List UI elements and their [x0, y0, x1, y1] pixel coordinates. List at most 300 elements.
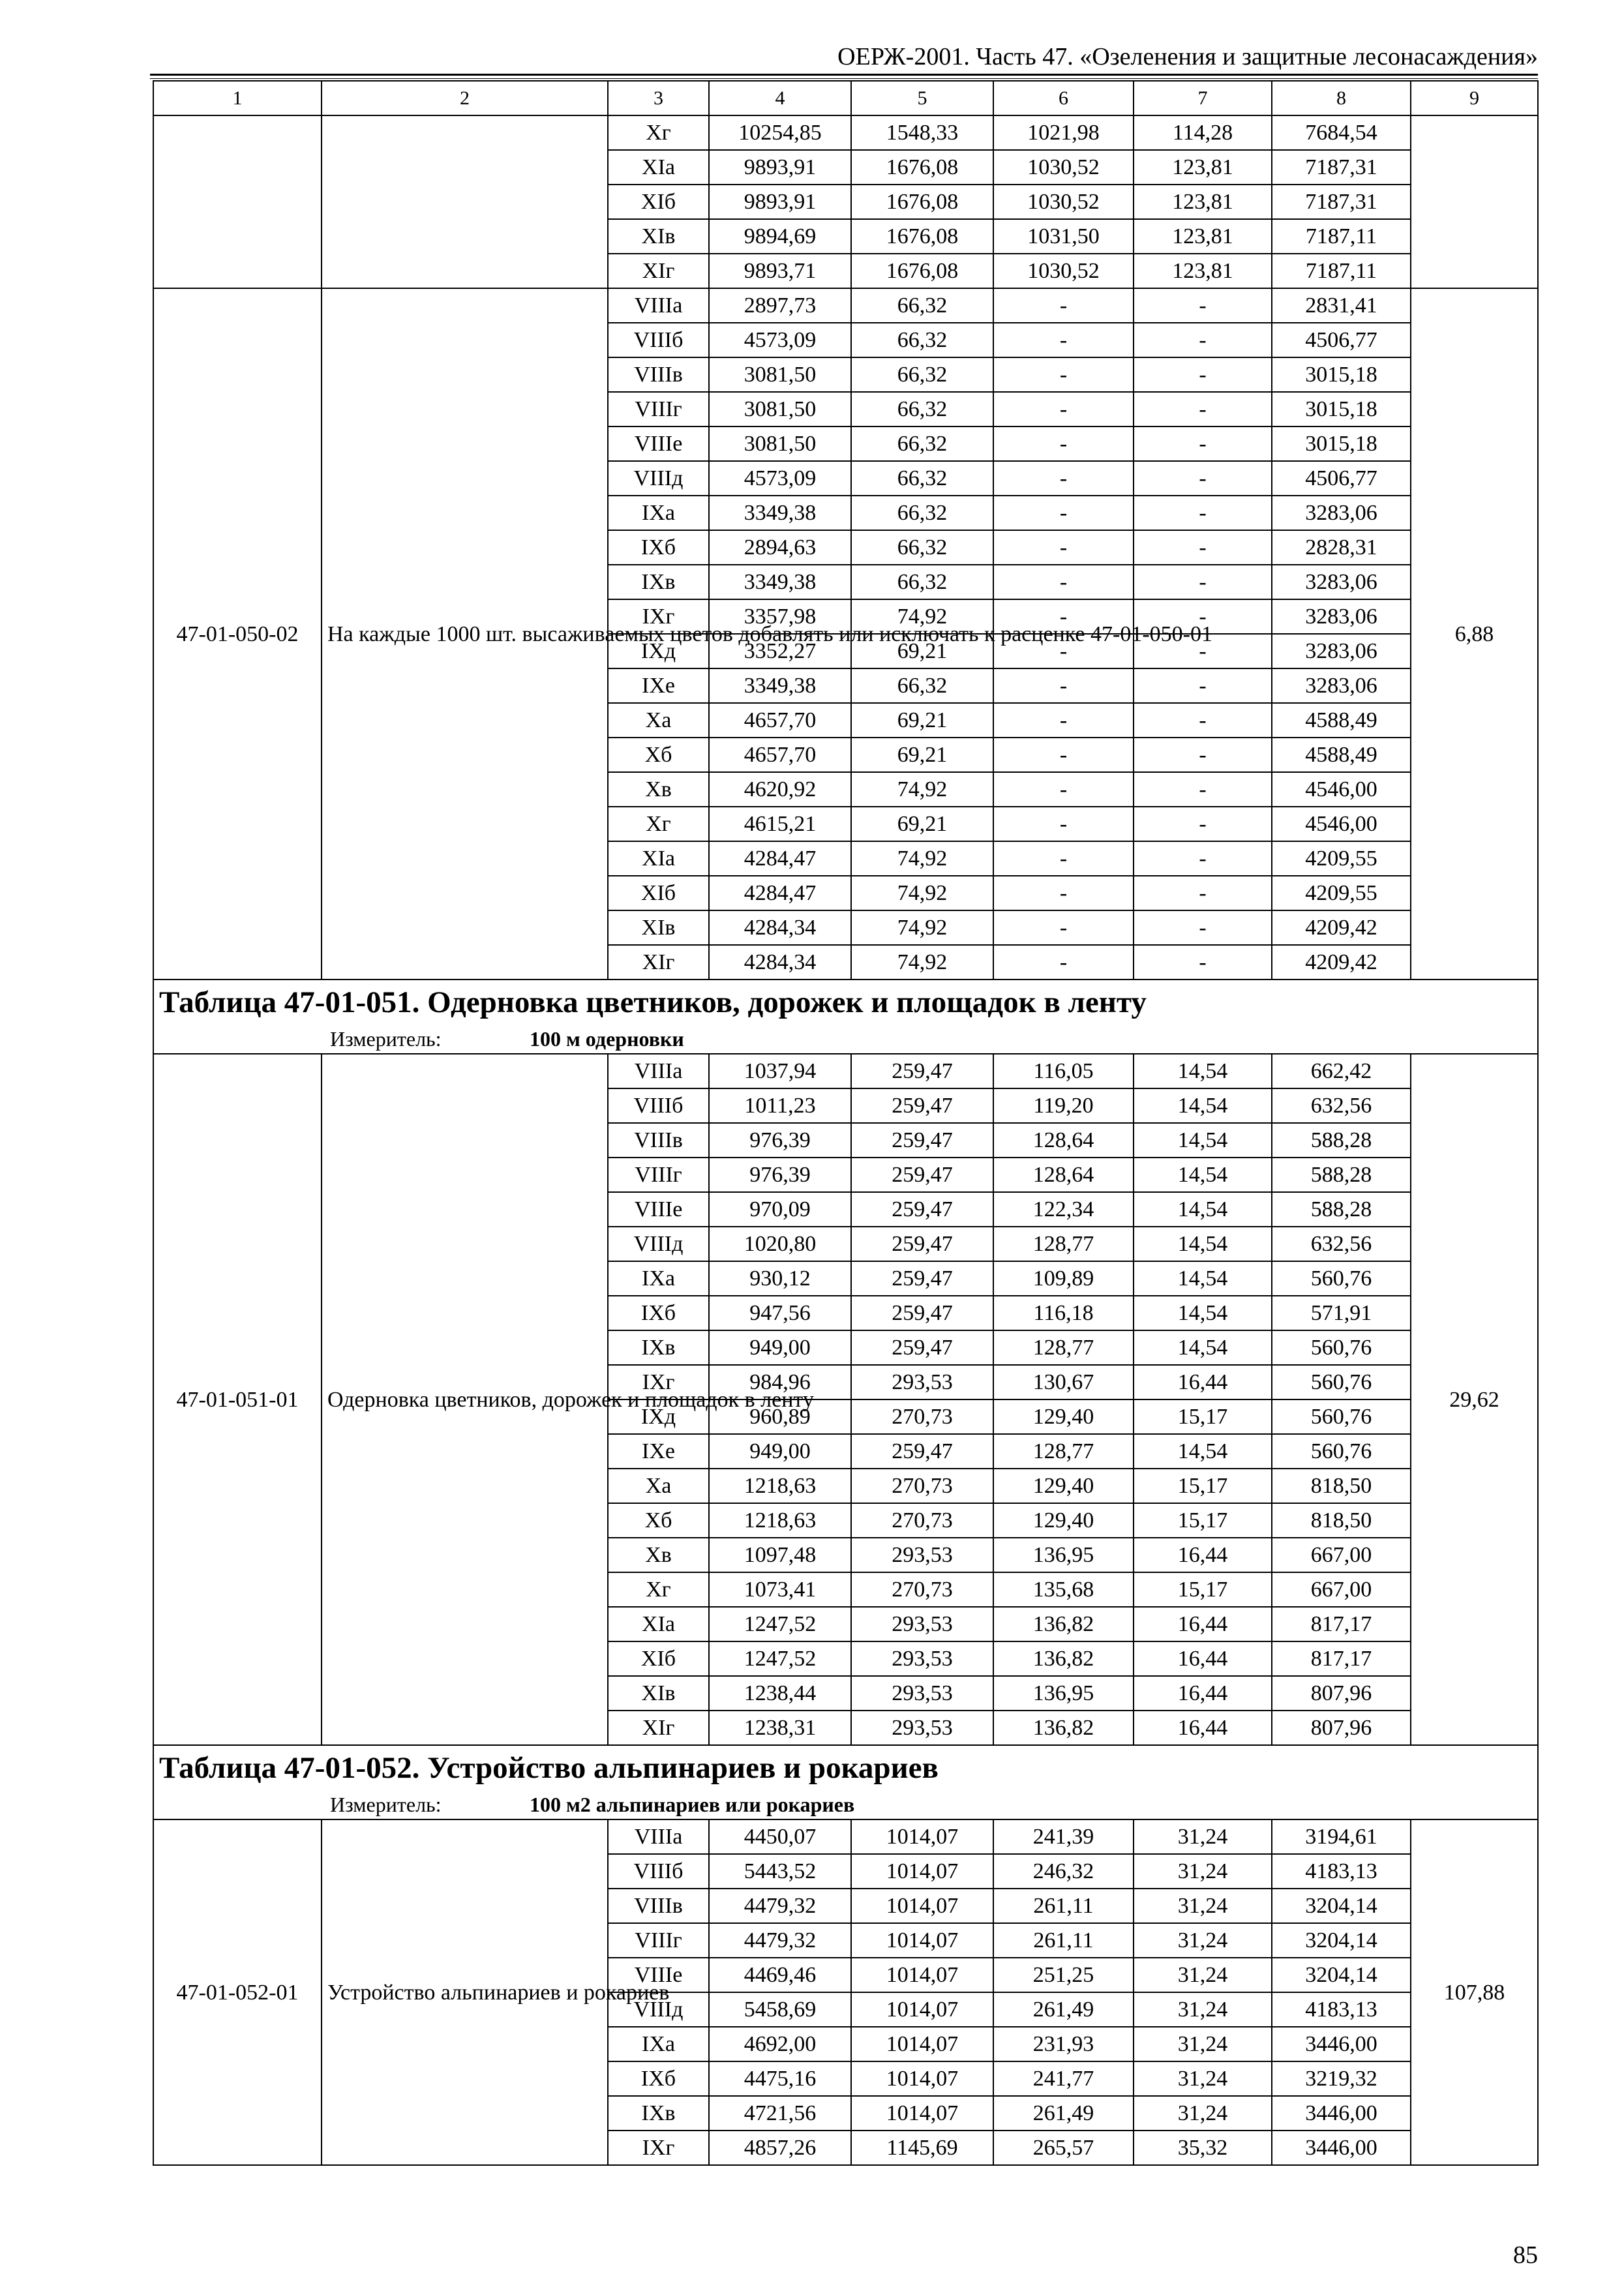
- col-number: 5: [851, 81, 993, 115]
- rates-table: [153, 80, 1539, 2166]
- value-cell: 3349,38: [709, 565, 851, 599]
- value-cell: 293,53: [851, 1365, 993, 1399]
- zone-cell: Xa: [608, 1469, 709, 1503]
- zone-cell: VIIIa: [608, 1819, 709, 1854]
- measure-value: 100 м одерновки: [530, 1027, 684, 1051]
- value-cell: 136,82: [993, 1641, 1134, 1676]
- value-cell: 817,17: [1272, 1641, 1411, 1676]
- value-cell: 9894,69: [709, 219, 851, 254]
- value-cell: 66,32: [851, 288, 993, 323]
- value-cell: -: [1134, 599, 1272, 634]
- value-cell: 662,42: [1272, 1054, 1411, 1088]
- value-cell: 4573,09: [709, 461, 851, 496]
- value-cell: -: [1134, 323, 1272, 357]
- zone-cell: IXa: [608, 1261, 709, 1296]
- value-cell: -: [1134, 461, 1272, 496]
- value-cell: 14,54: [1134, 1434, 1272, 1469]
- value-cell: 3352,27: [709, 634, 851, 668]
- zone-cell: IXe: [608, 668, 709, 703]
- value-cell: 4546,00: [1272, 807, 1411, 841]
- labor-cost-cell: 29,62: [1411, 1054, 1538, 1745]
- value-cell: 1097,48: [709, 1538, 851, 1572]
- value-cell: 1676,08: [851, 185, 993, 219]
- value-cell: 984,96: [709, 1365, 851, 1399]
- zone-cell: Xв: [608, 772, 709, 807]
- rate-code: 47-01-052-01: [153, 1819, 322, 2165]
- zone-cell: IXa: [608, 496, 709, 530]
- value-cell: 66,32: [851, 565, 993, 599]
- table-title-row: [153, 1745, 1538, 1790]
- value-cell: -: [993, 496, 1134, 530]
- value-cell: 3357,98: [709, 599, 851, 634]
- value-cell: 947,56: [709, 1296, 851, 1330]
- value-cell: 14,54: [1134, 1227, 1272, 1261]
- column-number-row: [153, 81, 1538, 115]
- value-cell: 15,17: [1134, 1572, 1272, 1607]
- zone-cell: IXв: [608, 2096, 709, 2131]
- measure-row: [153, 1790, 1538, 1819]
- zone-cell: VIIIг: [608, 392, 709, 426]
- value-cell: -: [1134, 426, 1272, 461]
- value-cell: -: [993, 910, 1134, 945]
- value-cell: 571,91: [1272, 1296, 1411, 1330]
- value-cell: 4475,16: [709, 2061, 851, 2096]
- value-cell: 1247,52: [709, 1641, 851, 1676]
- value-cell: -: [993, 807, 1134, 841]
- value-cell: 66,32: [851, 426, 993, 461]
- value-cell: 259,47: [851, 1296, 993, 1330]
- zone-cell: VIIIб: [608, 1854, 709, 1889]
- value-cell: 3446,00: [1272, 2096, 1411, 2131]
- value-cell: 251,25: [993, 1958, 1134, 1992]
- value-cell: 560,76: [1272, 1330, 1411, 1365]
- value-cell: 293,53: [851, 1711, 993, 1745]
- page-number: 85: [1513, 2241, 1538, 2269]
- value-cell: 1030,52: [993, 185, 1134, 219]
- value-cell: 4588,49: [1272, 703, 1411, 738]
- value-cell: 4479,32: [709, 1923, 851, 1958]
- value-cell: 3349,38: [709, 668, 851, 703]
- value-cell: 116,18: [993, 1296, 1134, 1330]
- value-cell: -: [1134, 357, 1272, 392]
- value-cell: 3081,50: [709, 392, 851, 426]
- value-cell: 136,95: [993, 1676, 1134, 1711]
- value-cell: 588,28: [1272, 1158, 1411, 1192]
- value-cell: 241,77: [993, 2061, 1134, 2096]
- value-cell: 7187,11: [1272, 254, 1411, 288]
- value-cell: 970,09: [709, 1192, 851, 1227]
- value-cell: 69,21: [851, 807, 993, 841]
- value-cell: 4209,42: [1272, 945, 1411, 980]
- zone-cell: IXб: [608, 530, 709, 565]
- value-cell: 74,92: [851, 945, 993, 980]
- value-cell: 270,73: [851, 1469, 993, 1503]
- zone-cell: IXг: [608, 2131, 709, 2165]
- value-cell: 259,47: [851, 1434, 993, 1469]
- measure-label: Измеритель:: [330, 1793, 442, 1816]
- zone-cell: VIIIв: [608, 1889, 709, 1923]
- value-cell: 128,77: [993, 1434, 1134, 1469]
- zone-cell: VIIIд: [608, 1992, 709, 2027]
- value-cell: 3204,14: [1272, 1958, 1411, 1992]
- value-cell: 129,40: [993, 1399, 1134, 1434]
- value-cell: 560,76: [1272, 1261, 1411, 1296]
- value-cell: 35,32: [1134, 2131, 1272, 2165]
- value-cell: 1014,07: [851, 1958, 993, 1992]
- zone-cell: XIв: [608, 910, 709, 945]
- value-cell: -: [993, 426, 1134, 461]
- value-cell: 293,53: [851, 1641, 993, 1676]
- value-cell: 817,17: [1272, 1607, 1411, 1641]
- value-cell: 128,77: [993, 1330, 1134, 1365]
- value-cell: -: [993, 945, 1134, 980]
- rate-description: Устройство альпинариев и рокариев: [322, 1819, 608, 2165]
- zone-cell: IXг: [608, 1365, 709, 1399]
- value-cell: 1020,80: [709, 1227, 851, 1261]
- value-cell: 259,47: [851, 1054, 993, 1088]
- zone-cell: VIIIг: [608, 1158, 709, 1192]
- value-cell: 16,44: [1134, 1365, 1272, 1399]
- value-cell: 4506,77: [1272, 461, 1411, 496]
- value-cell: 3015,18: [1272, 357, 1411, 392]
- value-cell: 1073,41: [709, 1572, 851, 1607]
- value-cell: 5443,52: [709, 1854, 851, 1889]
- value-cell: 15,17: [1134, 1469, 1272, 1503]
- value-cell: 119,20: [993, 1088, 1134, 1123]
- value-cell: -: [1134, 703, 1272, 738]
- value-cell: 69,21: [851, 738, 993, 772]
- value-cell: -: [993, 668, 1134, 703]
- value-cell: -: [993, 634, 1134, 668]
- value-cell: -: [1134, 565, 1272, 599]
- value-cell: 259,47: [851, 1192, 993, 1227]
- value-cell: 1014,07: [851, 2096, 993, 2131]
- zone-cell: Xг: [608, 1572, 709, 1607]
- value-cell: -: [1134, 772, 1272, 807]
- value-cell: 1014,07: [851, 1854, 993, 1889]
- value-cell: 2828,31: [1272, 530, 1411, 565]
- value-cell: 1030,52: [993, 150, 1134, 185]
- value-cell: -: [993, 461, 1134, 496]
- value-cell: 128,64: [993, 1158, 1134, 1192]
- value-cell: 14,54: [1134, 1123, 1272, 1158]
- value-cell: 16,44: [1134, 1641, 1272, 1676]
- zone-cell: VIIIe: [608, 426, 709, 461]
- value-cell: 960,89: [709, 1399, 851, 1434]
- value-cell: 1014,07: [851, 1992, 993, 2027]
- value-cell: 930,12: [709, 1261, 851, 1296]
- value-cell: -: [993, 530, 1134, 565]
- zone-cell: IXa: [608, 2027, 709, 2061]
- value-cell: 4620,92: [709, 772, 851, 807]
- value-cell: 3194,61: [1272, 1819, 1411, 1854]
- value-cell: 14,54: [1134, 1330, 1272, 1365]
- value-cell: 4450,07: [709, 1819, 851, 1854]
- zone-cell: XIб: [608, 1641, 709, 1676]
- header-rule: [150, 74, 1538, 76]
- value-cell: 66,32: [851, 496, 993, 530]
- value-cell: 3081,50: [709, 426, 851, 461]
- value-cell: 4469,46: [709, 1958, 851, 1992]
- zone-cell: XIг: [608, 1711, 709, 1745]
- value-cell: 976,39: [709, 1123, 851, 1158]
- value-cell: 123,81: [1134, 254, 1272, 288]
- value-cell: 3219,32: [1272, 2061, 1411, 2096]
- value-cell: 14,54: [1134, 1088, 1272, 1123]
- value-cell: 560,76: [1272, 1399, 1411, 1434]
- value-cell: 1030,52: [993, 254, 1134, 288]
- value-cell: 1218,63: [709, 1503, 851, 1538]
- measure-cell: [153, 1790, 1538, 1819]
- value-cell: 3283,06: [1272, 599, 1411, 634]
- value-cell: -: [993, 392, 1134, 426]
- zone-cell: IXe: [608, 1434, 709, 1469]
- zone-cell: XIв: [608, 1676, 709, 1711]
- value-cell: 1014,07: [851, 2027, 993, 2061]
- value-cell: 3283,06: [1272, 565, 1411, 599]
- value-cell: 4573,09: [709, 323, 851, 357]
- value-cell: 14,54: [1134, 1296, 1272, 1330]
- value-cell: 15,17: [1134, 1503, 1272, 1538]
- value-cell: -: [993, 599, 1134, 634]
- measure-label: Измеритель:: [330, 1027, 442, 1051]
- value-cell: 632,56: [1272, 1088, 1411, 1123]
- value-cell: 3446,00: [1272, 2027, 1411, 2061]
- value-cell: 259,47: [851, 1123, 993, 1158]
- value-cell: 807,96: [1272, 1676, 1411, 1711]
- value-cell: 7187,31: [1272, 185, 1411, 219]
- value-cell: 10254,85: [709, 115, 851, 150]
- running-header: ОЕРЖ-2001. Часть 47. «Озеленения и защитные лесонасаждения»: [837, 43, 1538, 70]
- value-cell: 9893,91: [709, 150, 851, 185]
- value-cell: 135,68: [993, 1572, 1134, 1607]
- value-cell: 31,24: [1134, 1889, 1272, 1923]
- value-cell: 31,24: [1134, 1992, 1272, 2027]
- col-number: 8: [1272, 81, 1411, 115]
- value-cell: 560,76: [1272, 1434, 1411, 1469]
- measure-cell: [153, 1025, 1538, 1054]
- zone-cell: VIIIб: [608, 323, 709, 357]
- zone-cell: XIг: [608, 254, 709, 288]
- rate-description: Одерновка цветников, дорожек и площадок в ленту: [322, 1054, 608, 1745]
- value-cell: 66,32: [851, 323, 993, 357]
- value-cell: 3349,38: [709, 496, 851, 530]
- col-number: 2: [322, 81, 608, 115]
- value-cell: -: [1134, 841, 1272, 876]
- value-cell: 15,17: [1134, 1399, 1272, 1434]
- col-number: 6: [993, 81, 1134, 115]
- value-cell: 3283,06: [1272, 496, 1411, 530]
- value-cell: 123,81: [1134, 219, 1272, 254]
- value-cell: 2831,41: [1272, 288, 1411, 323]
- value-cell: 261,11: [993, 1923, 1134, 1958]
- value-cell: 14,54: [1134, 1054, 1272, 1088]
- value-cell: -: [1134, 496, 1272, 530]
- zone-cell: XIв: [608, 219, 709, 254]
- value-cell: 7684,54: [1272, 115, 1411, 150]
- labor-cost-cell: [1411, 115, 1538, 288]
- value-cell: 4209,42: [1272, 910, 1411, 945]
- value-cell: 4183,13: [1272, 1992, 1411, 2027]
- value-cell: 4284,34: [709, 945, 851, 980]
- value-cell: -: [1134, 738, 1272, 772]
- table-row: [153, 1819, 1538, 1854]
- table-row: [153, 288, 1538, 323]
- value-cell: 74,92: [851, 841, 993, 876]
- value-cell: 109,89: [993, 1261, 1134, 1296]
- value-cell: 66,32: [851, 668, 993, 703]
- value-cell: 7187,11: [1272, 219, 1411, 254]
- value-cell: 632,56: [1272, 1227, 1411, 1261]
- value-cell: -: [1134, 876, 1272, 910]
- value-cell: 74,92: [851, 772, 993, 807]
- value-cell: 259,47: [851, 1227, 993, 1261]
- zone-cell: VIIIa: [608, 1054, 709, 1088]
- zone-cell: VIIIд: [608, 461, 709, 496]
- value-cell: -: [1134, 392, 1272, 426]
- value-cell: 1014,07: [851, 1889, 993, 1923]
- value-cell: 4183,13: [1272, 1854, 1411, 1889]
- value-cell: 259,47: [851, 1088, 993, 1123]
- value-cell: 129,40: [993, 1469, 1134, 1503]
- value-cell: 122,34: [993, 1192, 1134, 1227]
- zone-cell: IXб: [608, 2061, 709, 2096]
- col-number: 3: [608, 81, 709, 115]
- value-cell: 259,47: [851, 1261, 993, 1296]
- zone-cell: Xa: [608, 703, 709, 738]
- value-cell: 259,47: [851, 1158, 993, 1192]
- value-cell: 4857,26: [709, 2131, 851, 2165]
- col-number: 4: [709, 81, 851, 115]
- value-cell: -: [993, 565, 1134, 599]
- value-cell: -: [993, 357, 1134, 392]
- value-cell: 293,53: [851, 1676, 993, 1711]
- value-cell: 31,24: [1134, 1923, 1272, 1958]
- value-cell: 31,24: [1134, 2061, 1272, 2096]
- value-cell: 4284,34: [709, 910, 851, 945]
- rate-description: [322, 115, 608, 288]
- value-cell: 74,92: [851, 876, 993, 910]
- value-cell: 129,40: [993, 1503, 1134, 1538]
- value-cell: 261,49: [993, 1992, 1134, 2027]
- rate-code: 47-01-051-01: [153, 1054, 322, 1745]
- zone-cell: XIa: [608, 1607, 709, 1641]
- zone-cell: IXд: [608, 634, 709, 668]
- zone-cell: Xг: [608, 115, 709, 150]
- table-title: Таблица 47-01-052. Устройство альпинариев и рокариев: [153, 1745, 1538, 1790]
- zone-cell: IXб: [608, 1296, 709, 1330]
- value-cell: 261,49: [993, 2096, 1134, 2131]
- value-cell: 128,77: [993, 1227, 1134, 1261]
- value-cell: 66,32: [851, 461, 993, 496]
- value-cell: 14,54: [1134, 1261, 1272, 1296]
- labor-cost-cell: 6,88: [1411, 288, 1538, 980]
- value-cell: 123,81: [1134, 150, 1272, 185]
- value-cell: 270,73: [851, 1399, 993, 1434]
- col-number: 7: [1134, 81, 1272, 115]
- zone-cell: XIг: [608, 945, 709, 980]
- value-cell: 16,44: [1134, 1607, 1272, 1641]
- value-cell: 1548,33: [851, 115, 993, 150]
- rate-code: 47-01-050-02: [153, 288, 322, 980]
- value-cell: 69,21: [851, 634, 993, 668]
- value-cell: 14,54: [1134, 1192, 1272, 1227]
- table-row: [153, 115, 1538, 150]
- value-cell: 949,00: [709, 1434, 851, 1469]
- zone-cell: VIIIa: [608, 288, 709, 323]
- value-cell: 588,28: [1272, 1192, 1411, 1227]
- value-cell: 136,95: [993, 1538, 1134, 1572]
- zone-cell: Xв: [608, 1538, 709, 1572]
- value-cell: 1014,07: [851, 1819, 993, 1854]
- value-cell: 16,44: [1134, 1711, 1272, 1745]
- value-cell: 667,00: [1272, 1538, 1411, 1572]
- zone-cell: XIa: [608, 150, 709, 185]
- value-cell: -: [993, 288, 1134, 323]
- value-cell: -: [1134, 668, 1272, 703]
- value-cell: 807,96: [1272, 1711, 1411, 1745]
- value-cell: 136,82: [993, 1711, 1134, 1745]
- value-cell: 4657,70: [709, 738, 851, 772]
- value-cell: -: [993, 703, 1134, 738]
- value-cell: 270,73: [851, 1503, 993, 1538]
- zone-cell: XIб: [608, 185, 709, 219]
- value-cell: -: [993, 323, 1134, 357]
- value-cell: -: [993, 841, 1134, 876]
- value-cell: 9893,91: [709, 185, 851, 219]
- value-cell: 1238,44: [709, 1676, 851, 1711]
- zone-cell: IXд: [608, 1399, 709, 1434]
- value-cell: 2894,63: [709, 530, 851, 565]
- value-cell: -: [1134, 288, 1272, 323]
- table-title: Таблица 47-01-051. Одерновка цветников, дорожек и площадок в ленту: [153, 980, 1538, 1025]
- value-cell: 3446,00: [1272, 2131, 1411, 2165]
- value-cell: -: [993, 738, 1134, 772]
- zone-cell: VIIIв: [608, 1123, 709, 1158]
- value-cell: -: [1134, 634, 1272, 668]
- zone-cell: IXв: [608, 1330, 709, 1365]
- value-cell: 66,32: [851, 392, 993, 426]
- table-body: [153, 81, 1538, 2165]
- value-cell: 4284,47: [709, 841, 851, 876]
- value-cell: 1014,07: [851, 2061, 993, 2096]
- zone-cell: VIIIг: [608, 1923, 709, 1958]
- table-row: [153, 1054, 1538, 1088]
- value-cell: 66,32: [851, 530, 993, 565]
- value-cell: -: [1134, 807, 1272, 841]
- value-cell: 128,64: [993, 1123, 1134, 1158]
- value-cell: 66,32: [851, 357, 993, 392]
- value-cell: 74,92: [851, 910, 993, 945]
- value-cell: 3204,14: [1272, 1923, 1411, 1958]
- zone-cell: Xб: [608, 1503, 709, 1538]
- value-cell: 4615,21: [709, 807, 851, 841]
- value-cell: 293,53: [851, 1607, 993, 1641]
- value-cell: 1676,08: [851, 219, 993, 254]
- value-cell: 3283,06: [1272, 668, 1411, 703]
- value-cell: 246,32: [993, 1854, 1134, 1889]
- rate-code: [153, 115, 322, 288]
- value-cell: 1031,50: [993, 219, 1134, 254]
- value-cell: 4506,77: [1272, 323, 1411, 357]
- value-cell: 1238,31: [709, 1711, 851, 1745]
- value-cell: 1145,69: [851, 2131, 993, 2165]
- value-cell: 270,73: [851, 1572, 993, 1607]
- value-cell: 4588,49: [1272, 738, 1411, 772]
- value-cell: 241,39: [993, 1819, 1134, 1854]
- measure-value: 100 м2 альпинариев или рокариев: [530, 1793, 855, 1816]
- value-cell: 2897,73: [709, 288, 851, 323]
